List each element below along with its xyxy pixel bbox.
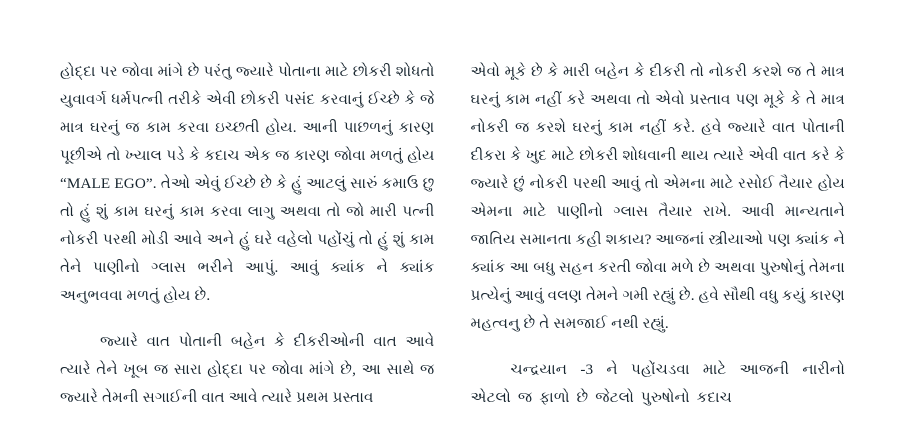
left-text-column [60,58,435,412]
paragraph: ચન્દ્રયાન -3 ને પહોંચડવા માટે આજની નારીનો એટલો જ ફાળો છે જેટલો પુરુષોનો કદાચ [470,361,845,406]
two-column-layout [60,58,845,434]
paragraph: જ્યારે વાત પોતાની બહેન કે દીકરીઓની વાત આવે ત્યારે તેને ખૂબ જ સારા હોદ્દા પર જોવા માંગે છે, આ સાથે જ જ્યારે તેમની સગાઈની વાત આવે ત્યારે પ્રથમ પ્રસ્તાવ [60,333,435,406]
paragraph: એવો મૂકે છે કે મારી બહેન કે દીકરી તો નોકરી કરશે જ તે માત્ર ઘરનું કામ નહીં કરે અથવા તો એવો પ્રસ્તાવ પણ મૂકે કે તે માત્ર નોકરી જ કરશે ઘરનું કામ નહીં કરે. હવે જ્યારે વાત પોતાની દીકરા કે ખુદ માટે છોકરી શોધવાની થાય ત્યારે એવી વાત કરે કે જ્યારે છું નોકરી પરથી આવું તો એમના માટે રસોઈ તૈયાર હોય એમના માટે પાણીનો ગ્લાસ તૈયાર રાખે. આવી માન્યતાને જાતિય સમાનતા કહી શકાય? આજનાં સ્ત્રીયાઓ પણ ક્યાંક ને ક્યાંક આ બધુ સહન કરતી જોવા મળે છે અથવા પુરુષોનું તેમના પ્રત્યેનું આવું વલણ તેમને ગમી રહ્યું છે. હવે સૌથી વધુ કયું કારણ મહત્વનુ છે તે સમજાઈ નથી રહ્યું. [470,63,845,332]
right-text-column [471,58,846,412]
paragraph: હોદ્દા પર જોવા માંગે છે પરંતુ જ્યારે પોતાના માટે છોકરી શોધતો યુવાવર્ગ ધર્મપત્ની તરીકે એવી છોકરી પસંદ કરવાનું ઈચ્છે કે જે માત્ર ઘરનું જ કામ કરવા ઇચ્છતી હોય. આની પાછળનું કારણ પૂછીએ તો ખ્યાલ પડે કે કદાચ એક જ કારણ જોવા મળતું હોય “MALE EGO”. તેઓ એવું ઈચ્છે છે કે હું આટલું સારું કમાઉ છુ તો હું શું કામ ઘરનું કામ કરવા લાગુ અથવા તો જો મારી પત્ની નોકરી પરથી મોડી આવે અને હું ઘરે વહેલો પહોંચું તો હું શું કામ તેને પાણીનો ગ્લાસ ભરીને આપું. આવું ક્યાંક ને ક્યાંક અનુભવવા મળતું હોય છે. [60,63,435,304]
